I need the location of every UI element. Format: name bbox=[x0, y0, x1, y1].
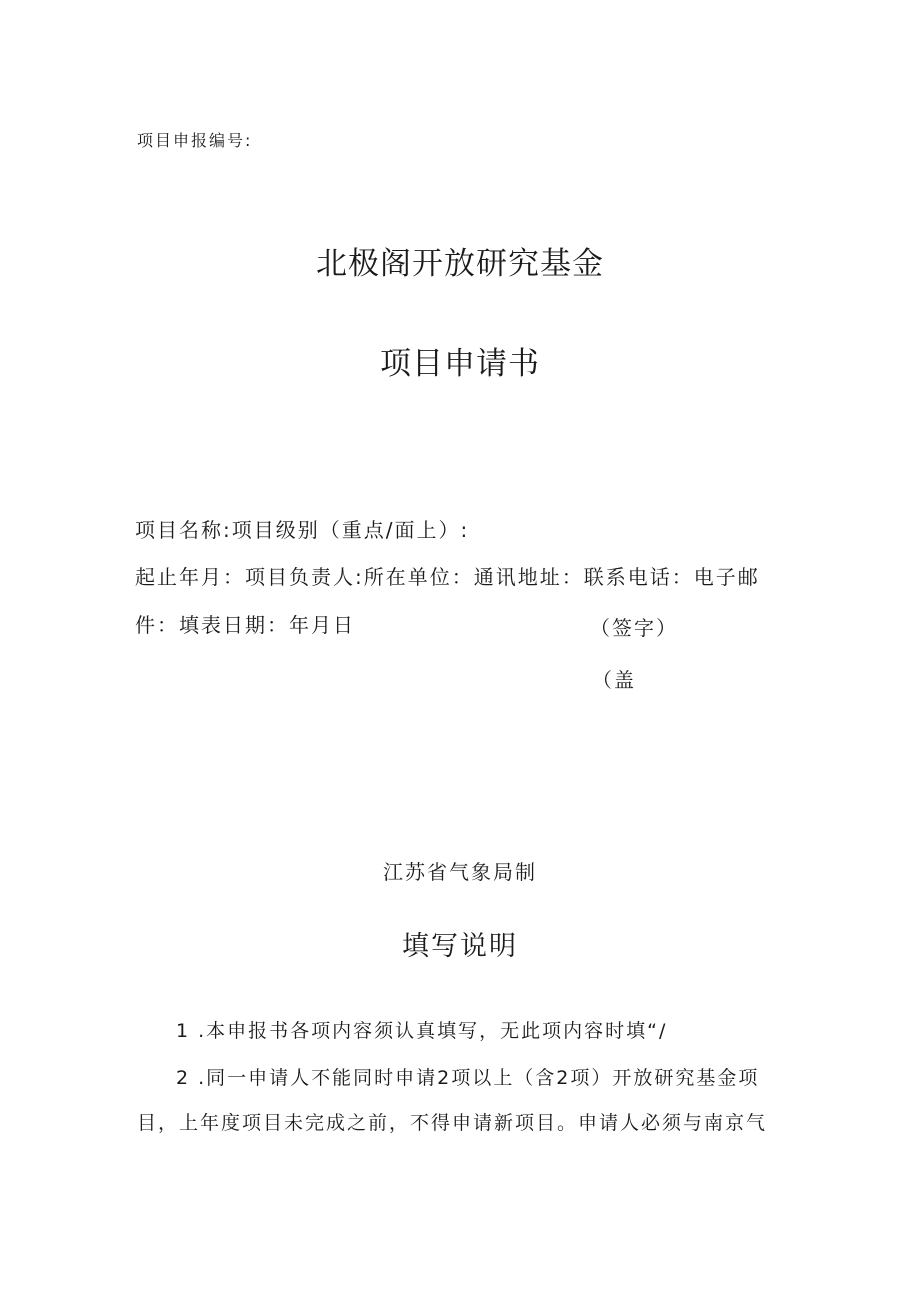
project-number-label: 项目申报编号: bbox=[137, 131, 253, 150]
instruction-item-2: 2 .同一申请人不能同时申请2项以上（含2项）开放研究基金项 bbox=[176, 1067, 760, 1089]
instruction-item-1: 1 .本申报书各项内容须认真填写，无此项内容时填“/ bbox=[176, 1020, 668, 1042]
instructions-title: 填写说明 bbox=[402, 931, 518, 962]
document-subtitle: 项目申请书 bbox=[380, 346, 540, 382]
info-line-3: 件：填表日期：年月日 bbox=[135, 613, 355, 637]
info-line-1: 项目名称:项目级别（重点/面上）: bbox=[135, 518, 470, 542]
seal-label: （盖 bbox=[592, 668, 636, 692]
document-title: 北极阁开放研究基金 bbox=[316, 246, 604, 282]
signature-label: （签字） bbox=[590, 616, 678, 640]
instruction-item-2-continued: 目，上年度项目未完成之前，不得申请新项目。申请人必须与南京气 bbox=[137, 1112, 768, 1134]
info-line-2: 起止年月：项目负责人:所在单位：通讯地址：联系电话：电子邮 bbox=[135, 565, 760, 589]
issuer-label: 江苏省气象局制 bbox=[383, 860, 537, 884]
